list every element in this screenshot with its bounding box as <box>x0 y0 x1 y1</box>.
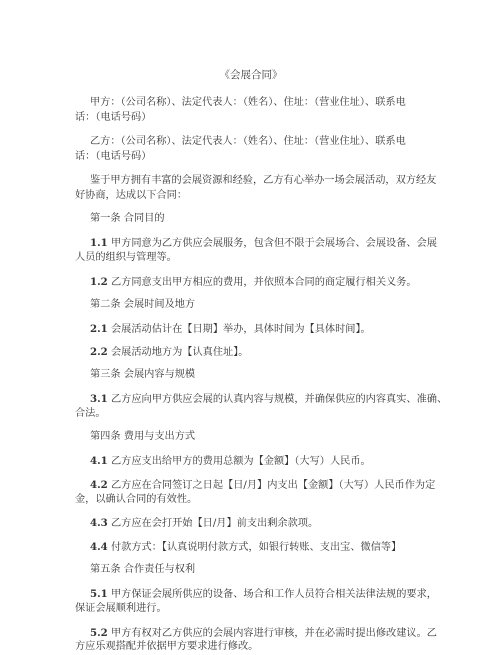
clause-5-1-cont: 保证会展顺利进行。 <box>75 603 167 614</box>
clause-number: 1.2 <box>90 276 108 288</box>
clause-text: 乙方应在会打开始【日/月】前支出剩余款项。 <box>107 518 319 529</box>
clause-number: 4.2 <box>90 479 108 491</box>
preamble-line-2: 好协商，达成以下合同： <box>75 190 188 201</box>
document-title: 《会展合同》 <box>219 69 283 81</box>
article-3-heading: 第三条 会展内容与规模 <box>90 369 196 380</box>
clause-1-2 <box>90 275 417 291</box>
clause-text: 乙方应支出给甲方的费用总额为【金额】（大写）人民币。 <box>107 456 371 467</box>
clause-number: 4.3 <box>90 517 108 529</box>
clause-3-1 <box>90 392 447 408</box>
party-a-line-1: 甲方：（公司名称）、法定代表人：（姓名）、住址：（营业住址）、联系电 <box>90 97 406 108</box>
clause-5-2-cont: 方应乐观搭配并依据甲方要求进行修改。 <box>75 641 259 652</box>
clause-2-1 <box>90 322 371 338</box>
clause-text: 付款方式：【认真说明付款方式，如银行转账、支出宝、微信等】 <box>107 542 402 553</box>
clause-4-2-cont: 金，以确认合同的有效性。 <box>75 494 198 505</box>
clause-2-2 <box>90 345 249 361</box>
party-b-line-2: 话：（电话号码） <box>75 151 152 162</box>
preamble-line-1: 鉴于甲方拥有丰富的会展资源和经验，乙方有心举办一场会展活动，双方经友 <box>90 175 437 186</box>
clause-1-1 <box>90 236 437 252</box>
clause-text: 会展活动地方为【认真住址】。 <box>107 347 249 358</box>
article-1-heading: 第一条 合同目的 <box>90 213 165 224</box>
clause-5-1 <box>90 587 437 603</box>
clause-text: 乙方应向甲方供应会展的认真内容与规模，并确保供应的内容真实、准确、 <box>107 394 448 405</box>
article-4-heading: 第四条 费用与支出方式 <box>90 431 196 442</box>
clause-number: 5.1 <box>90 588 108 600</box>
clause-number: 1.1 <box>90 237 108 249</box>
clause-number: 4.4 <box>90 541 108 553</box>
party-a-line-2: 话：（电话号码） <box>75 112 152 123</box>
clause-number: 4.1 <box>90 455 108 467</box>
clause-number: 2.1 <box>90 323 108 335</box>
clause-4-2 <box>90 478 435 494</box>
clause-number: 2.2 <box>90 346 108 358</box>
clause-text: 甲方保证会展所供应的设备、场合和工作人员符合相关法律法规的要求， <box>107 589 437 600</box>
party-b-line-1: 乙方：（公司名称）、法定代表人：（姓名）、住址：（营业住址）、联系电 <box>90 136 406 147</box>
clause-4-1 <box>90 454 371 470</box>
clause-text: 乙方应在合同签订之日起【日/月】内支出【金额】（大写）人民币作为定 <box>107 480 436 491</box>
clause-3-1-cont: 合法。 <box>75 408 106 419</box>
article-5-heading: 第五条 合作责任与权利 <box>90 564 196 575</box>
clause-4-3 <box>90 516 318 532</box>
clause-text: 甲方有权对乙方供应的会展内容进行审核，并在必需时提出修改建议。乙 <box>107 628 437 639</box>
clause-text: 乙方同意支出甲方相应的费用，并依照本合同的商定履行相关义务。 <box>107 277 417 288</box>
clause-text: 甲方同意为乙方供应会展服务，包含但不限于会展场合、会展设备、会展 <box>107 238 437 249</box>
clause-text: 会展活动估计在【日期】举办，具体时间为【具体时间】。 <box>107 324 371 335</box>
article-2-heading: 第二条 会展时间及地方 <box>90 299 196 310</box>
clause-4-4 <box>90 540 401 556</box>
clause-1-1-cont: 人员的组织与管理等。 <box>75 252 177 263</box>
clause-number: 3.1 <box>90 393 108 405</box>
clause-number: 5.2 <box>90 627 108 639</box>
